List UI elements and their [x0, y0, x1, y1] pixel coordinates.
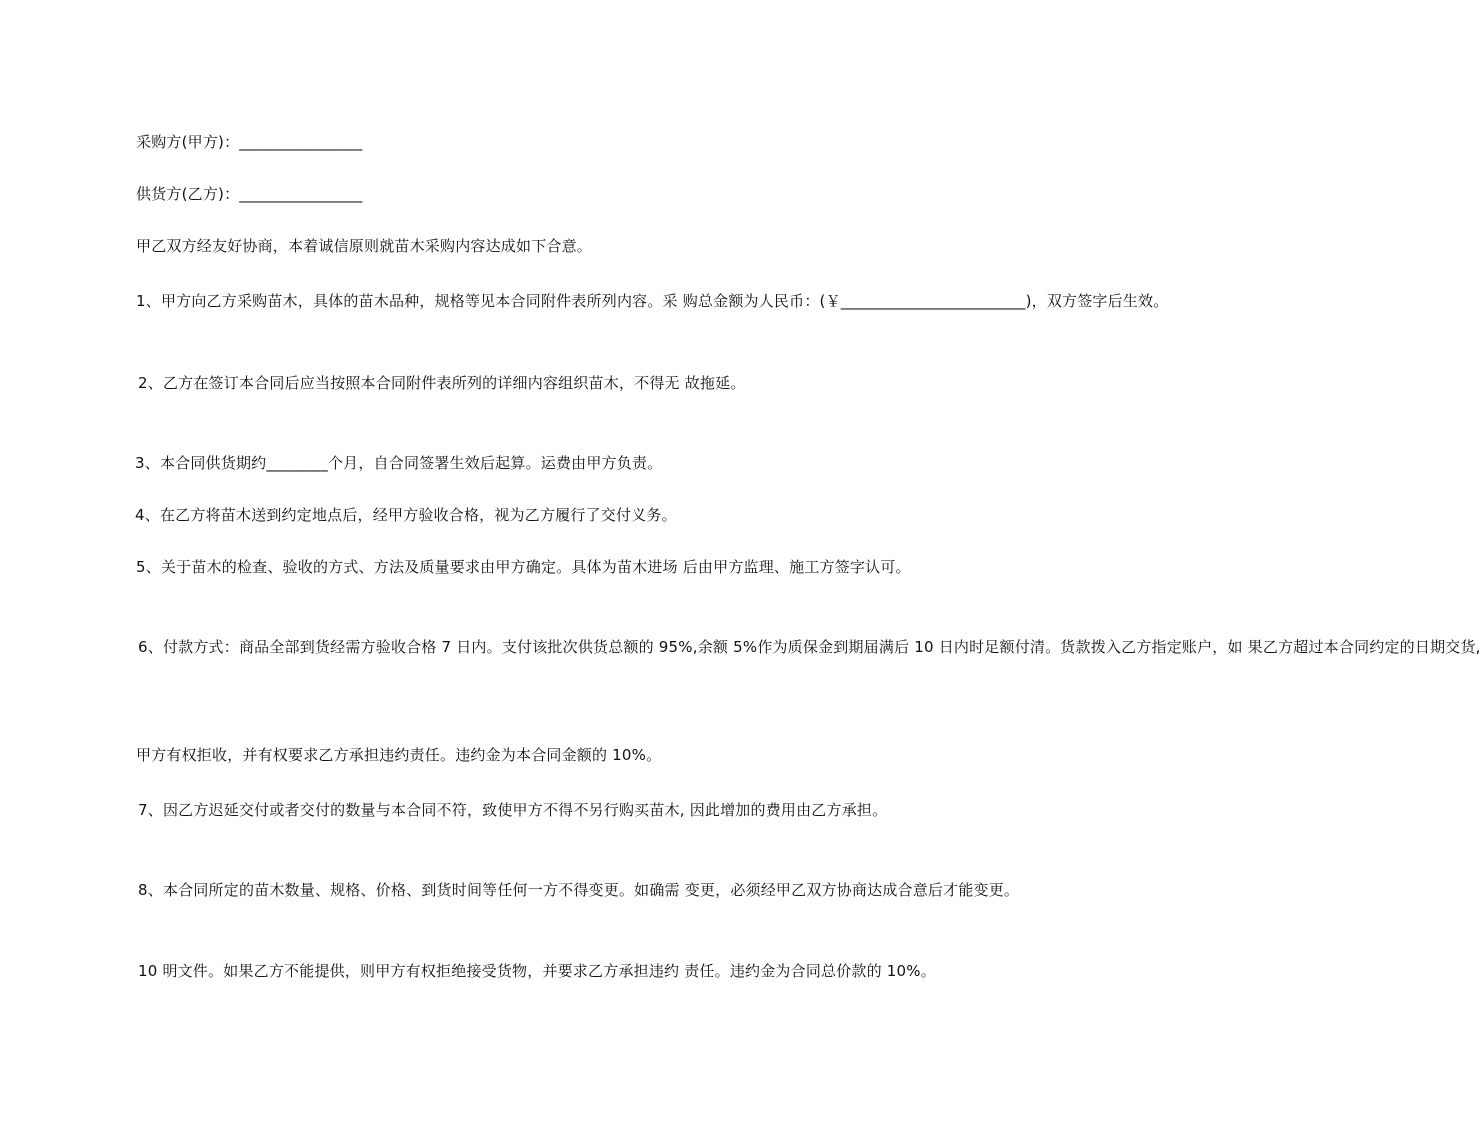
clause-6-line-1: 6、付款方式：商品全部到货经需方验收合格 7 日内。支付该批次供货总额的 — [138, 638, 654, 656]
clause-5 — [106, 553, 911, 581]
clause-7-line-1: 7、因乙方迟延交付或者交付的数量与本合同不符，致使甲方不得不另行购买苗木, — [138, 801, 685, 819]
clause-10 — [106, 957, 936, 985]
clause-8-line-2: 变更，必须经甲乙双方协商达成合意后才能变更。 — [684, 881, 1020, 899]
clause-8 — [106, 876, 1020, 904]
clause-7 — [106, 796, 888, 824]
clause-1-line-2: 购总金额为人民币：(￥________________________)，双方签字后生效。 — [682, 292, 1169, 310]
clause-10-line-2: 责任。违约金为合同总价款的 10%。 — [684, 962, 936, 980]
supplier-line: 供货方(乙方)：________________ — [136, 185, 363, 203]
clause-5-line-1: 5、关于苗木的检查、验收的方式、方法及质量要求由甲方确定。具体为苗木进场 — [136, 558, 678, 576]
clause-6-line-2: 95%,余额 5%作为质保金到期届满后 10 日内时足额付清。货款拨入乙方指定账户，如 — [658, 638, 1243, 656]
clause-6-continuation: 甲方有权拒收，并有权要求乙方承担违约责任。违约金为本合同金额的 10%。 — [136, 746, 662, 764]
clause-8-line-1: 8、本合同所定的苗木数量、规格、价格、到货时间等任何一方不得变更。如确需 — [138, 881, 680, 899]
clause-2-line-1: 2、乙方在签订本合同后应当按照本合同附件表所列的详细内容组织苗木，不得无 — [138, 374, 680, 392]
clause-3: 3、本合同供货期约________个月，自合同签署生效后起算。运费由甲方负责。 — [135, 454, 663, 472]
clause-2-line-2: 故拖延。 — [684, 374, 746, 392]
clause-10-line-1: 10 明文件。如果乙方不能提供，则甲方有权拒绝接受货物，并要求乙方承担违约 — [138, 962, 680, 980]
clause-2 — [106, 369, 746, 397]
clause-1 — [106, 287, 1169, 315]
clause-5-line-2: 后由甲方监理、施工方签字认可。 — [682, 558, 911, 576]
clause-1-line-1: 1、甲方向乙方采购苗木，具体的苗木品种，规格等见本合同附件表所列内容。采 — [136, 292, 678, 310]
clause-6-line-3: 果乙方超过本合同约定的日期交货, — [1247, 638, 1481, 656]
clause-4: 4、在乙方将苗木送到约定地点后，经甲方验收合格，视为乙方履行了交付义务。 — [135, 506, 677, 524]
intro-paragraph: 甲乙双方经友好协商，本着诚信原则就苗木采购内容达成如下合意。 — [136, 237, 593, 255]
clause-6 — [106, 633, 1481, 661]
clause-7-line-2: 因此增加的费用由乙方承担。 — [689, 801, 888, 819]
buyer-line: 采购方(甲方)：________________ — [136, 133, 363, 151]
